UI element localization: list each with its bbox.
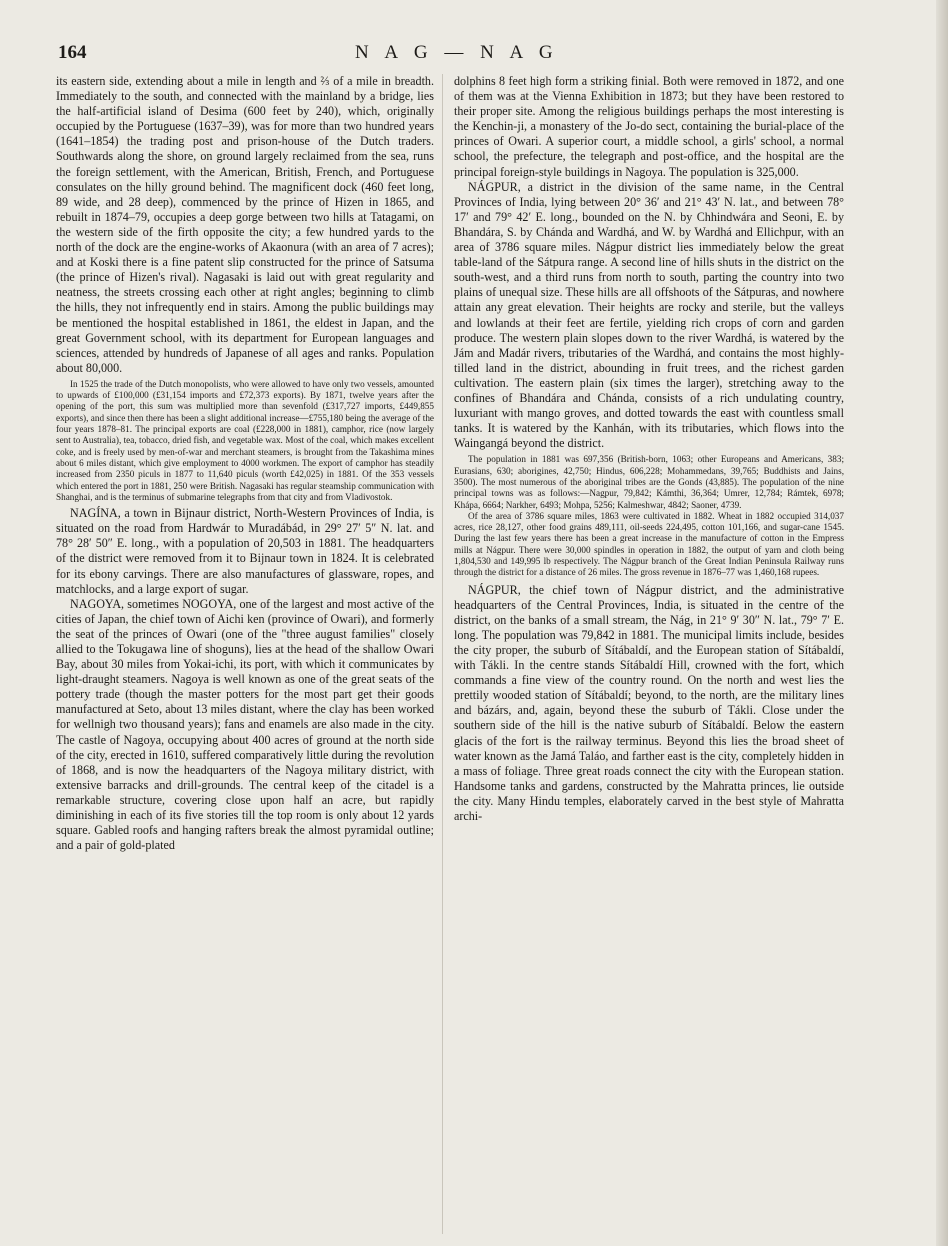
nagasaki-trade-note: In 1525 the trade of the Dutch monopolists, who were allowed to have only two vessels, amounted to upwards of £100,000 (£31,154 imports and £72,373 exports). By 1871, twelve years after the opening of the port, this sum was multiplied more than sevenfold (£317,727 imports, £449,855 exports), and since then there has been a slight additional increase—£755,180 being the average of the four years 1878–81. The principal exports are coal (£228,000 in 1881), camphor, rice (now largely sent to Australia), tea, tobacco, dried fish, and vegetable wax. Most of the coal, which makes excellent coke, and is freely used by men-of-war and merchant steamers, is brought from the Takashima mines about 6 miles distant, which give employment to 4000 workmen. The export of camphor has steadily increased from 2350 piculs in 1877 to 11,640 piculs (worth £42,025) in 1881. Of the 353 vessels which entered the port in 1881, 250 were British. Nagasaki has regular steamship communication with Shanghai, and is the terminus of submarine telegraphs from that city and from Vladivostok. — [56, 378, 434, 502]
running-head: N A G — N A G — [355, 42, 559, 63]
nagpur-town-entry: NÁGPUR, the chief town of Nágpur district, and the administrative headquarters of the Central Provinces, India, is situated in the centre of the district, on the banks of a small stream, the Nág, in 21° 9′ 30″ N. lat., 79° 7′ E. long. The population was 79,842 in 1881. The municipal limits include, besides the city proper, the suburb of Sítábaldí, and the European station of Sítábaldí, with Tákli. In the centre stands Sítábaldí Hill, crowned with the fort, which commands a fine view of the country round. On the north and west lies the prettily wooded station of Sítábaldí; beyond, to the north, are the military lines and bázárs, and, again, beyond these the suburb of Tákli. Close under the southern side of the hill is the native suburb of Sítábaldí. Below the eastern glacis of the fort is the railway terminus. Beyond this lies the broad sheet of water known as the Jamá Taláo, and farther east is the city, completely hidden in a mass of foliage. Three great roads connect the city with the European station. Handsome tanks and gardens, constructed by the Mahratta princes, lie outside the city. Many Hindu temples, elaborately carved in the best style of Mahratta archi- — [454, 582, 844, 824]
page-number: 164 — [58, 42, 87, 63]
nagoya-entry: NAGOYA, sometimes NOGOYA, one of the largest and most active of the cities of Japan, the chief town of Aichi ken (province of Owari), and formerly the seat of the princes of Owari (one of the "three august families" closely allied to the Tokugawa line of shoguns), lies at the head of the shallow Owari Bay, about 30 miles from Yokai-ichi, its port, with which it communicates by light-draught steamers. Nagoya is well known as one of the great seats of the pottery trade (though the master potters for the most part get their goods manufactured at Seto, about 13 miles distant, where the clay has been worked for wellnigh two thousand years); fans and enamels are also made in the city. The castle of Nagoya, occupying about 400 acres of ground at the north side of the city, erected in 1610, suffered comparatively little during the revolution of 1868, and is now the headquarters of the Nagoya military district, with extensive barracks and drill-grounds. The central keep of the citadel is a remarkable structure, covering close upon half an acre, but rapidly diminishing in each of its five stories till the top room is only about 12 yards square. Gabled roofs and hanging rafters break the almost pyramidal outline; and a pair of gold-plated — [56, 596, 434, 853]
right-column — [454, 74, 844, 824]
nagasaki-text-paragraph: its eastern side, extending about a mile in length and ⅔ of a mile in breadth. Immediately to the south, and connected with the mainland by a bridge, lies the half-artificial island of Desima (600 feet by 240), which, originally occupied by the Portuguese (1637–39), was for more than two hundred years (1641–1854) the trading post and prison-house of the Dutch traders. Southwards along the shore, on ground largely reclaimed from the sea, runs the foreign settlement, with the American, British, French, and Portuguese consulates on the hilly ground behind. The magnificent dock (460 feet long, 89 wide, and 28 deep), commenced by the prince of Hizen in 1865, and rebuilt in 1874–79, occupies a deep gorge between two hills at Tatagami, on the western side of the firth opposite the city; a few hundred yards to the north of the dock are the engine-works of Akaonura (with an area of 7 acres); and at Koski there is a fine patent slip constructed for the prince of Satsuma (the prince of Hizen's rival). Nagasaki is laid out with great regularity and neatness, the streets crossing each other at right angles; beginning to climb the hills, they not infrequently end in stairs. Among the public buildings may be mentioned the hospital established in 1861, the eldest in Japan, and the great Government school, with its department for European languages and sciences, attended by hundreds of Japanese of all ages and ranks. Population about 80,000. — [56, 74, 434, 375]
nagpur-agriculture-note: Of the area of 3786 square miles, 1863 were cultivated in 1882. Wheat in 1882 occupied 314,037 acres, rice 28,127, other food grains 489,111, oil-seeds 224,495, cotton 101,166, and sugar-cane 1545. During the last few years there has been a great increase in the manufacture of cotton in the Empress mills at Nágpur. There were 30,000 spindles in operation in 1882, the output of yarn and cloth being 1,804,530 and 149,995 lb respectively. The Nágpur branch of the Great Indian Peninsula Railway runs through the district for a distance of 26 miles. The gross revenue in 1876–77 was 1,460,168 rupees. — [454, 510, 844, 578]
nagoya-continued-paragraph: dolphins 8 feet high form a striking finial. Both were removed in 1872, and one of them was at the Vienna Exhibition in 1873; but they have been restored to their proper site. Among the religious buildings perhaps the most interesting is the Kenchin-ji, a monastery of the Jo-do sect, containing the burial-place of the princes of Owari. A superior court, a middle school, a girls' school, a normal school, the prefecture, the telegraph and post-office, and the hospital are the principal foreign-style buildings in Nagoya. The population is 325,000. — [454, 74, 844, 179]
nagina-entry: NAGÍNA, a town in Bijnaur district, North-Western Provinces of India, is situated on the road from Hardwár to Muradábád, in 29° 27′ 5″ N. lat. and 78° 28′ 50″ E. long., with a population of 20,503 in 1881. The headquarters of the district were removed from it to Bijnaur town in 1824. It is celebrated for its ebony carvings. There are also manufactures of glassware, ropes, and matchlocks, and a large export of sugar. — [56, 506, 434, 596]
nagpur-district-entry: NÁGPUR, a district in the division of the same name, in the Central Provinces of India, lying between 20° 36′ and 21° 43′ N. lat., and between 78° 17′ and 79° 42′ E. long., bounded on the N. by Chhindwára and Seoni, E. by Bhandára, S. by Chánda and Wardhá, and W. by Wardhá and Ellichpur, with an area of 3786 square miles. Nágpur district lies immediately below the great table-land of the Sátpura range. A second line of hills shuts in the district on the south-west, and a third runs from north to south, parting the country into two plains of unequal size. These hills are all offshoots of the Sátpuras, and nowhere attain any great elevation. Their heights are rocky and sterile, but the valleys and lowlands at their feet are fertile, yielding rich crops of corn and garden produce. The western plain slopes down to the river Wardhá, is watered by the Jám and Madár rivers, tributaries of the Wardhá, and contains the most highly-tilled land in the district, abounding in fruit trees, and the richest garden cultivation. The eastern plain (six times the larger), stretching away to the confines of Bhandára and Chánda, consists of a rich undulating country, luxuriant with mango groves, and dotted towards the east with countless small tanks. It is watered by the Kanhán, with its tributaries, which flows into the Waingangá beyond the district. — [454, 179, 844, 451]
page-edge-shadow — [936, 0, 948, 1246]
left-column — [56, 74, 434, 853]
column-divider — [442, 74, 443, 1234]
nagpur-population-note: The population in 1881 was 697,356 (British-born, 1063; other Europeans and Americans, 383; Eurasians, 630; aborigines, 42,750; Hindus, 606,228; Mohammedans, 39,765; Buddhists and Jains, 3500). The most numerous of the aboriginal tribes are the Gonds (43,885). The population of the nine principal towns was as follows:—Nagpur, 79,842; Kámthi, 36,364; Umrer, 12,784; Rámtek, 6978; Khápa, 6664; Narkher, 6493; Mohpa, 5256; Kalmeshwar, 4842; Saoner, 4739. — [454, 454, 844, 510]
